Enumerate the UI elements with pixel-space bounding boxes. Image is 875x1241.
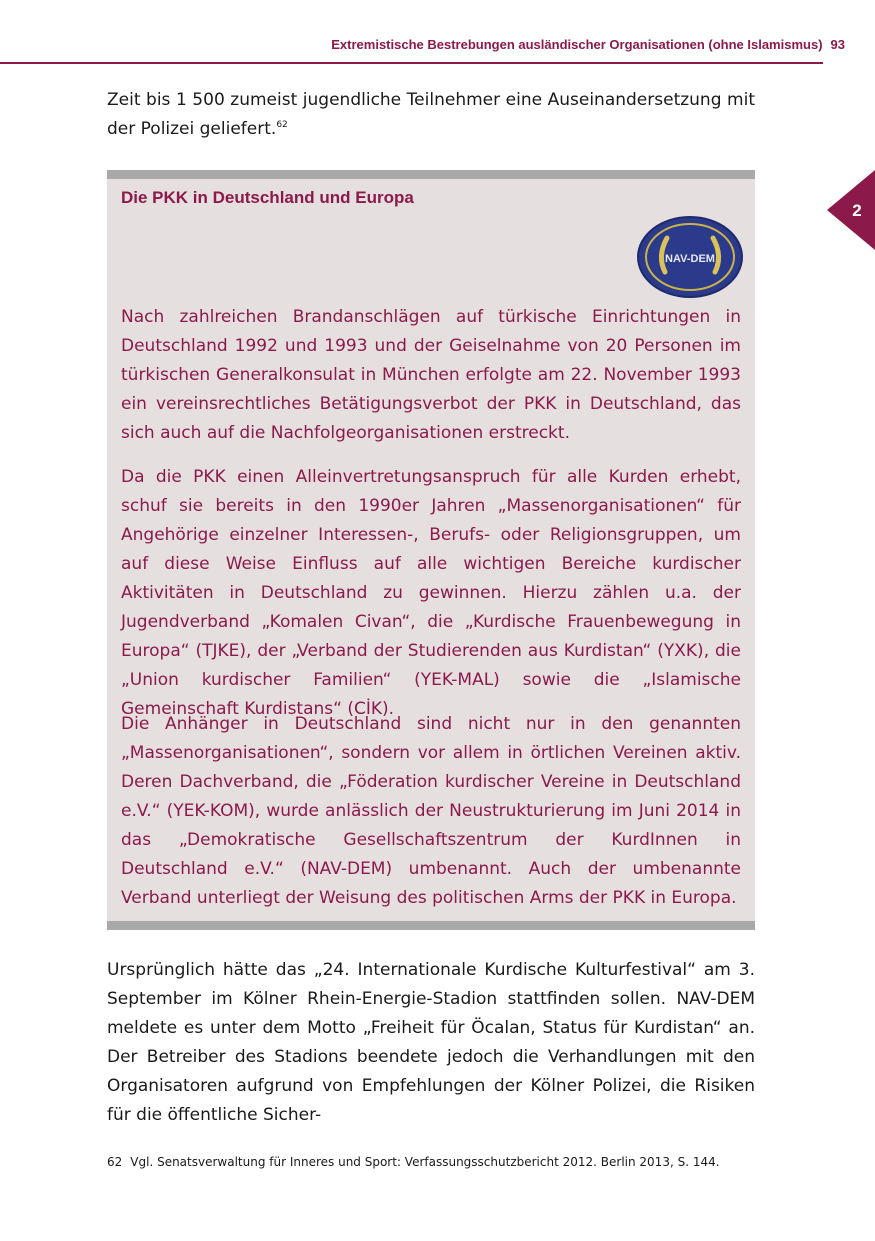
- chapter-tab-shape: [827, 170, 875, 250]
- nav-dem-logo-icon: [639, 218, 741, 296]
- logo-text: NAV-DEM: [665, 253, 715, 265]
- running-title: Extremistische Bestrebungen ausländischer Organisationen (ohne Islamismus): [331, 37, 823, 52]
- info-box-paragraph: Die Anhänger in Deutschland sind nicht nur in den genannten „Massenorganisationen“, sondern vor allem in örtlichen Vereinen aktiv. Deren Dachverband, die „Föderation kurdischer Vereine in Deutschland e.V.“ (YEK-KOM), wurde anlässlich der Neustrukturierung im Juni 2014 in das „Demokratische Gesellschaftszentrum der KurdInnen in Deutschland e.V.“ (NAV-DEM) umbenannt. Auch der umbenannte Verband unterliegt der Weisung des politischen Arms der PKK in Europa.: [121, 714, 741, 908]
- info-box-paragraph: Da die PKK einen Alleinvertretungsanspruch für alle Kurden erhebt, schuf sie bereits in den 1990er Jahren „Massenorganisationen“ für Angehörige einzelner Interessen-, Berufs- oder Religionsgruppen, um auf diese Weise Einfluss auf alle wichtigen Bereiche kurdischer Aktivitäten in Deutschland zu gewinnen. Hierzu zählen u.a. der Jugendverband „Komalen Civan“, die „Kurdische Frauenbewegung in Europa“ (TJKE), der „Verband der Studierenden aus Kurdistan“ (YXK), die „Union kurdischer Familien“ (YEK-MAL) sowie die „Islamische Gemeinschaft Kurdistans“ (CİK).: [121, 467, 741, 719]
- footnote-number: 62: [107, 1155, 123, 1169]
- running-header: [300, 37, 845, 52]
- body-paragraph-bottom: Ursprünglich hätte das „24. Internationale Kurdische Kulturfestival“ am 3. September im Kölner Rhein-Energie-Stadion stattfinden sollen. NAV-DEM meldete es unter dem Motto „Freiheit für Öcalan, Status für Kurdistan“ an. Der Betreiber des Stadions beendete jedoch die Verhandlungen mit den Organisatoren aufgrund von Empfehlungen der Kölner Polizei, die Risiken für die öffentliche Sicher-: [107, 960, 755, 1125]
- info-box-top-bar: [107, 170, 755, 179]
- footnote-text: Vgl. Senatsverwaltung für Inneres und Sport: Verfassungsschutzbericht 2012. Berlin 2013, S. 144.: [130, 1155, 720, 1169]
- info-box: [107, 170, 755, 930]
- chapter-tab: [827, 170, 875, 250]
- info-box-paragraph: Nach zahlreichen Brandanschlägen auf türkische Einrichtungen in Deutschland 1992 und 1993 und der Geiselnahme von 20 Personen im türkischen Generalkonsulat in München erfolgte am 22. November 1993 ein vereinsrechtliches Betätigungsverbot der PKK in Deutschland, das sich auch auf die Nachfolgeorganisationen erstreckt.: [121, 307, 741, 443]
- page-number: 93: [830, 37, 845, 52]
- chapter-number: 2: [852, 201, 862, 220]
- info-box-title: Die PKK in Deutschland und Europa: [121, 188, 414, 207]
- body-paragraph-top: [107, 86, 755, 144]
- footnote-reference: 62: [276, 120, 288, 130]
- body-paragraph-top-text: Zeit bis 1 500 zumeist jugendliche Teilnehmer eine Auseinandersetzung mit der Polizei geliefert.: [107, 90, 755, 139]
- header-rule: [0, 62, 823, 64]
- info-box-bottom-bar: [107, 921, 755, 930]
- footnote: [107, 1155, 807, 1169]
